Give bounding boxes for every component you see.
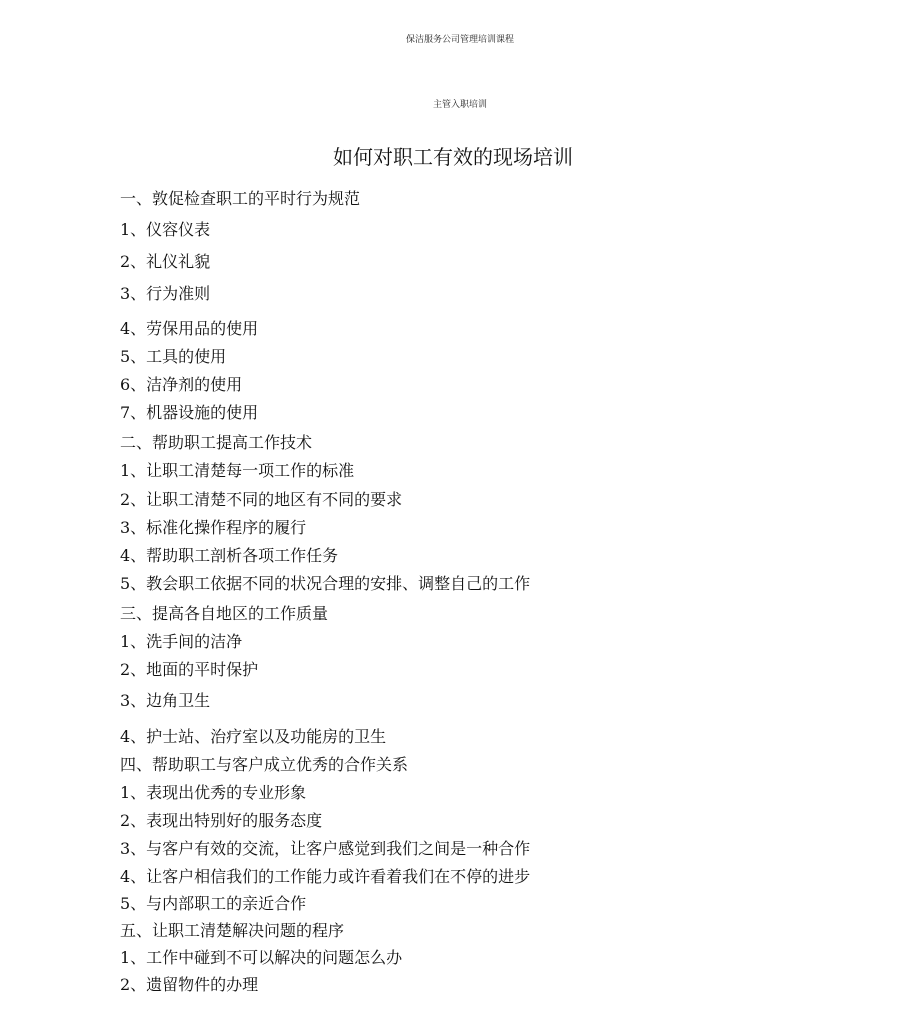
- list-item: 4、帮助职工剖析各项工作任务: [120, 546, 339, 565]
- list-item: 1、工作中碰到不可以解决的问题怎么办: [120, 948, 403, 967]
- section-header: 主管入职培训: [432, 100, 487, 110]
- list-item: 1、让职工清楚每一项工作的标准: [120, 461, 355, 480]
- running-header: 保洁服务公司管理培训课程: [405, 35, 514, 45]
- list-item: 4、护士站、治疗室以及功能房的卫生: [120, 727, 387, 746]
- list-item: 3、与客户有效的交流，让客户感觉到我们之间是一种合作: [120, 839, 531, 858]
- list-item: 5、教会职工依据不同的状况合理的安排、调整自己的工作: [120, 574, 531, 593]
- list-item: 3、标准化操作程序的履行: [120, 518, 307, 537]
- list-item: 1、洗手间的洁净: [120, 632, 243, 651]
- list-item: 3、边角卫生: [120, 691, 211, 710]
- list-item: 2、让职工清楚不同的地区有不同的要求: [120, 490, 403, 509]
- list-item: 2、表现出特别好的服务态度: [120, 811, 323, 830]
- list-item: 4、劳保用品的使用: [120, 319, 259, 338]
- list-item: 3、行为准则: [120, 284, 211, 303]
- section-heading-2: 二、帮助职工提高工作技术: [120, 433, 313, 452]
- list-item: 6、洁净剂的使用: [120, 375, 243, 394]
- list-item: 7、机器设施的使用: [120, 403, 259, 422]
- document-title: 如何对职工有效的现场培训: [333, 145, 573, 169]
- list-item: 2、遗留物件的办理: [120, 975, 259, 994]
- list-item: 5、与内部职工的亲近合作: [120, 894, 307, 913]
- list-item: 1、表现出优秀的专业形象: [120, 783, 307, 802]
- section-heading-1: 一、敦促检查职工的平时行为规范: [120, 189, 361, 208]
- list-item: 1、仪容仪表: [120, 220, 211, 239]
- section-heading-4: 四、帮助职工与客户成立优秀的合作关系: [120, 755, 409, 774]
- list-item: 4、让客户相信我们的工作能力或许看着我们在不停的进步: [120, 867, 531, 886]
- list-item: 2、礼仪礼貌: [120, 252, 211, 271]
- section-heading-5: 五、让职工清楚解决问题的程序: [120, 921, 345, 940]
- section-heading-3: 三、提高各自地区的工作质量: [120, 604, 329, 623]
- list-item: 2、地面的平时保护: [120, 660, 259, 679]
- list-item: 5、工具的使用: [120, 347, 227, 366]
